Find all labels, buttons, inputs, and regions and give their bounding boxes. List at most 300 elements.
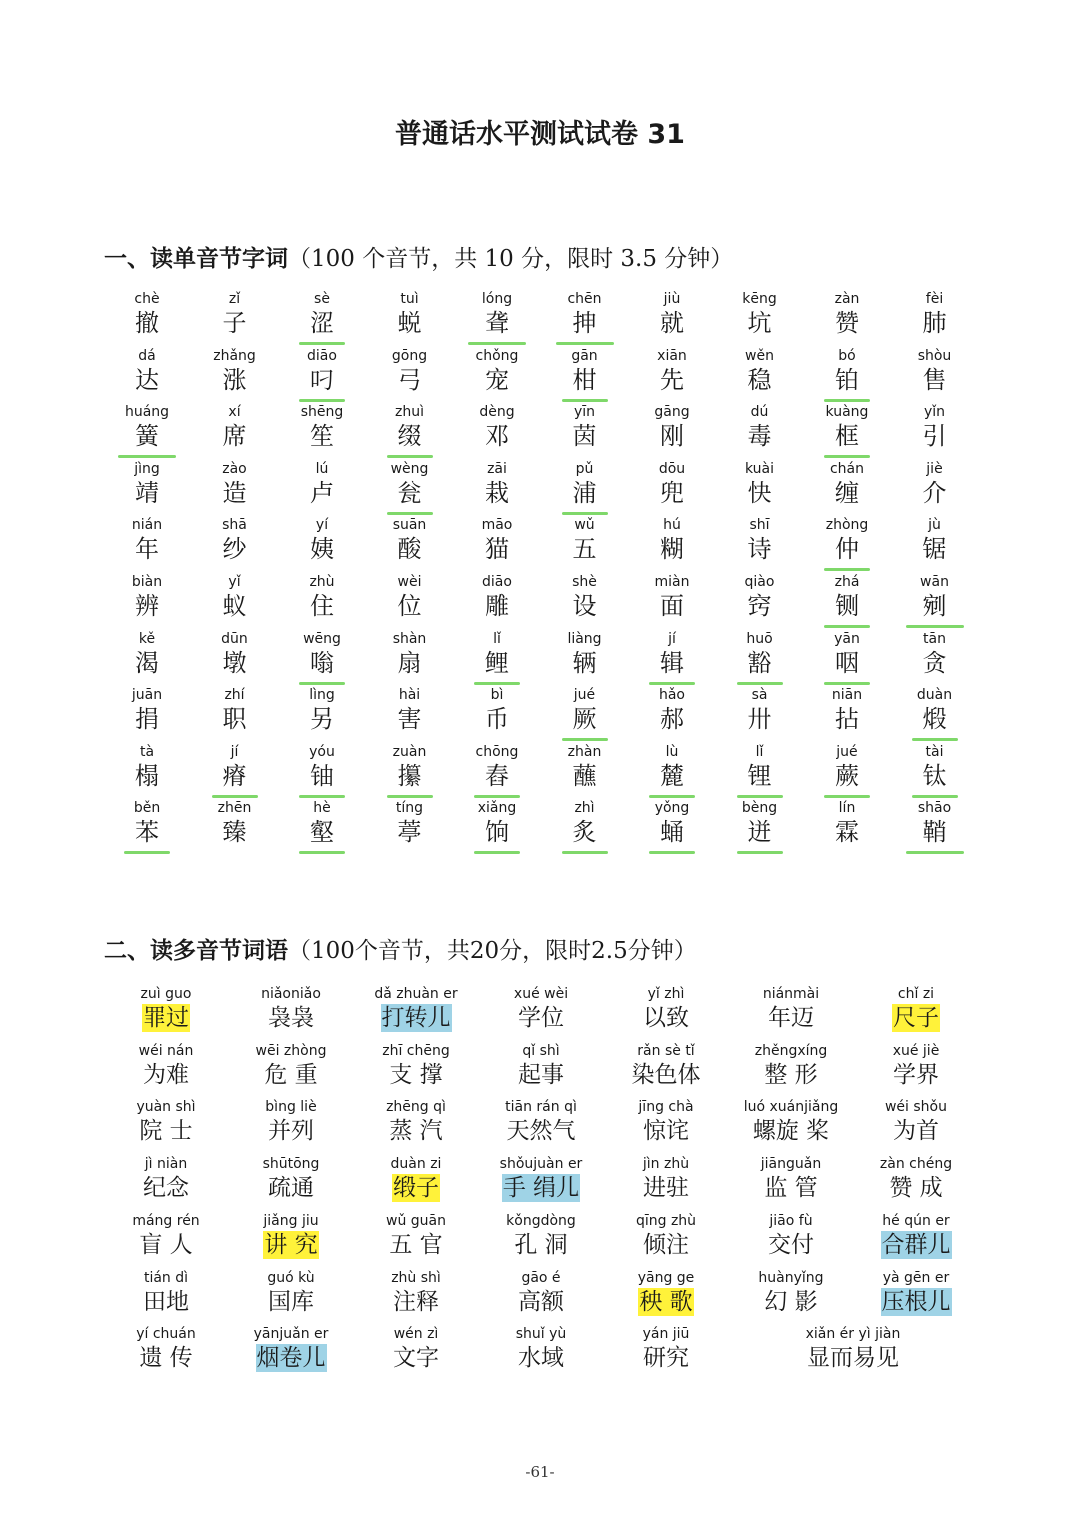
char-cell (802, 460, 892, 516)
highlighted-word: 合群儿 (881, 1231, 951, 1258)
pinyin: luó xuánjiǎng (743, 1099, 839, 1116)
hanzi: 嗡 (310, 648, 334, 677)
pinyin: yǒng (654, 800, 690, 817)
char-cell (102, 686, 192, 742)
green-underline (737, 795, 783, 798)
word: 高额 (518, 1288, 564, 1315)
hanzi: 簧 (135, 422, 159, 451)
char-cell (627, 516, 717, 572)
char-cell (540, 686, 630, 742)
green-underline (468, 342, 526, 345)
char-cell (452, 743, 542, 799)
hanzi: 舂 (485, 761, 509, 790)
hanzi: 壑 (310, 818, 334, 847)
word: 并列 (268, 1118, 314, 1145)
pinyin: shuǐ yù (515, 1326, 567, 1343)
word-cell (601, 1041, 731, 1097)
word-cell (476, 984, 606, 1040)
char-cell (365, 290, 455, 346)
pinyin: zāi (487, 460, 507, 477)
word-cell (726, 1211, 856, 1267)
hanzi: 席 (222, 422, 247, 451)
pinyin: yān (834, 630, 860, 647)
word-cell (726, 984, 856, 1040)
hanzi: 苯 (135, 818, 159, 847)
green-underline (474, 795, 520, 798)
word: 文字 (393, 1345, 439, 1372)
char-cell (102, 347, 192, 403)
hanzi: 弓 (397, 365, 422, 394)
char-cell (452, 347, 542, 403)
hanzi: 涨 (222, 365, 247, 394)
green-underline (124, 851, 170, 854)
green-underline (299, 851, 345, 854)
word: 疏通 (268, 1175, 314, 1202)
word: 显而易见 (807, 1345, 899, 1372)
pinyin: bì (490, 687, 504, 704)
word-cell (226, 1211, 356, 1267)
char-cell (190, 347, 280, 403)
pinyin: jù (928, 517, 941, 534)
char-cell (890, 290, 980, 346)
word-cell (101, 1324, 231, 1380)
char-cell (890, 347, 980, 403)
pinyin: jiǎng jiu (263, 1212, 319, 1229)
hanzi: 煅 (922, 705, 947, 734)
char-cell (190, 290, 280, 346)
char-cell (802, 686, 892, 742)
word: 学位 (518, 1005, 564, 1031)
pinyin: zàn chéng (879, 1156, 953, 1173)
green-underline (562, 399, 608, 402)
char-cell (540, 743, 630, 799)
green-underline (737, 851, 783, 854)
pinyin: zhǎng (213, 347, 256, 364)
word-cell (726, 1154, 856, 1210)
word: 年迈 (768, 1005, 814, 1031)
section1-heading-main: 一、读单音节字词 (104, 246, 288, 272)
pinyin: tài (925, 743, 944, 760)
pinyin: tān (923, 630, 946, 647)
hanzi: 攥 (397, 761, 422, 790)
highlighted-word: 压根儿 (881, 1288, 951, 1315)
word: 孔 洞 (514, 1231, 568, 1258)
pinyin: máng rén (132, 1212, 200, 1229)
hanzi: 雕 (485, 592, 509, 620)
pinyin: bìng liè (265, 1099, 317, 1116)
char-cell (277, 743, 367, 799)
word: 遗 传 (139, 1345, 193, 1372)
hanzi: 害 (397, 705, 422, 734)
char-cell (890, 516, 980, 572)
pinyin: zào (222, 460, 247, 477)
pinyin: chǐ zi (897, 986, 935, 1002)
pinyin: zhá (834, 574, 860, 590)
hanzi: 肺 (922, 309, 947, 337)
char-cell (627, 460, 717, 516)
green-underline (387, 795, 433, 798)
pinyin: jìn zhù (642, 1156, 690, 1173)
pinyin: huànyǐng (758, 1269, 824, 1286)
pinyin: niān (831, 687, 863, 704)
highlighted-word: 烟卷儿 (256, 1345, 326, 1372)
char-cell (102, 630, 192, 686)
char-cell (365, 573, 455, 629)
hanzi: 蛹 (660, 818, 684, 847)
hanzi: 辑 (660, 648, 684, 677)
char-cell (190, 630, 280, 686)
section1-heading (104, 240, 733, 273)
green-underline (562, 851, 608, 854)
char-cell (802, 290, 892, 346)
pinyin: zhù (309, 574, 335, 590)
pinyin: zhòng (825, 517, 869, 534)
hanzi: 鞘 (922, 818, 947, 847)
pinyin: duàn zi (390, 1156, 442, 1173)
pinyin: zhěngxíng (754, 1042, 828, 1059)
char-cell (190, 403, 280, 459)
pinyin: yānjuǎn er (253, 1326, 329, 1343)
pinyin: juān (131, 687, 163, 704)
pinyin: lú (315, 460, 329, 477)
pinyin: jiù (663, 291, 681, 307)
char-cell (540, 403, 630, 459)
char-cell (715, 403, 805, 459)
hanzi: 聋 (485, 309, 509, 337)
pinyin: jí (230, 743, 239, 760)
pinyin: dōu (658, 460, 686, 477)
green-underline (906, 625, 964, 628)
pinyin: kuàng (825, 404, 869, 421)
word: 倾注 (643, 1231, 689, 1258)
word: 五 官 (389, 1231, 443, 1258)
word: 惊诧 (643, 1118, 689, 1145)
char-cell (802, 347, 892, 403)
char-cell (277, 460, 367, 516)
pinyin: liàng (567, 630, 602, 647)
pinyin: chè (134, 291, 160, 307)
char-cell (627, 743, 717, 799)
hanzi: 拈 (835, 705, 859, 734)
char-cell (190, 686, 280, 742)
word: 国库 (268, 1288, 314, 1315)
word-cell (476, 1154, 606, 1210)
page-title: 普通话水平测试试卷 31 (395, 119, 685, 150)
pinyin: dú (750, 404, 769, 421)
hanzi: 另 (310, 705, 334, 734)
hanzi: 币 (485, 705, 509, 734)
word-cell (351, 1268, 481, 1324)
pinyin: hè (313, 800, 331, 817)
word-cell (351, 1211, 481, 1267)
pinyin: qiào (744, 574, 775, 590)
char-cell (102, 460, 192, 516)
word-cell (351, 1324, 481, 1380)
pinyin: niánmài (762, 986, 820, 1002)
char-cell (452, 460, 542, 516)
char-cell (802, 573, 892, 629)
hanzi: 瓮 (397, 478, 422, 507)
pinyin: hú (663, 517, 681, 534)
highlighted-word: 打转儿 (381, 1005, 451, 1031)
green-underline (562, 738, 608, 741)
word: 袅袅 (268, 1005, 314, 1031)
pinyin: chēn (567, 291, 602, 307)
pinyin: jué (573, 687, 596, 704)
pinyin: hǎo (658, 687, 686, 704)
pinyin: wèi (397, 574, 422, 590)
word: 螺旋 桨 (752, 1118, 830, 1145)
green-underline (824, 795, 870, 798)
char-cell (627, 403, 717, 459)
word-cell (226, 1268, 356, 1324)
hanzi: 引 (922, 422, 947, 451)
char-cell (890, 403, 980, 459)
char-cell (890, 743, 980, 799)
word: 幻 影 (764, 1288, 818, 1315)
hanzi: 缠 (835, 478, 859, 507)
pinyin: guó kù (267, 1269, 315, 1286)
hanzi: 墩 (222, 648, 247, 677)
highlighted-word: 讲 究 (264, 1231, 318, 1258)
char-cell (890, 686, 980, 742)
word-cell (351, 1154, 481, 1210)
pinyin: wèng (390, 460, 429, 477)
word: 盲 人 (139, 1231, 193, 1258)
pinyin: yà gēn er (882, 1269, 950, 1286)
char-cell (802, 516, 892, 572)
pinyin: huáng (124, 404, 170, 421)
char-cell (540, 516, 630, 572)
char-cell (190, 516, 280, 572)
pinyin: māo (481, 517, 513, 534)
hanzi: 位 (397, 592, 422, 620)
word: 起事 (518, 1061, 564, 1088)
hanzi: 霖 (835, 818, 859, 847)
pinyin: tiān rán qì (505, 1099, 577, 1116)
highlighted-word: 尺子 (893, 1005, 939, 1031)
pinyin: lù (665, 743, 679, 760)
pinyin: nián (131, 517, 163, 534)
hanzi: 快 (747, 478, 772, 507)
hanzi: 五 (572, 535, 597, 564)
section1-heading-note: （100 个音节，共 10 分，限时 3.5 分钟） (288, 246, 734, 272)
char-cell (540, 290, 630, 346)
hanzi: 捐 (135, 705, 159, 734)
char-cell (715, 460, 805, 516)
pinyin: zàn (834, 291, 860, 307)
hanzi: 造 (222, 478, 247, 507)
char-cell (540, 799, 630, 855)
hanzi: 瘠 (222, 761, 247, 790)
pinyin: wén zì (393, 1326, 439, 1343)
word-cell (476, 1211, 606, 1267)
hanzi: 邓 (485, 422, 509, 451)
hanzi: 猫 (485, 535, 509, 564)
word-cell (601, 1097, 731, 1153)
pinyin: gōng (391, 347, 428, 364)
char-cell (890, 460, 980, 516)
hanzi: 钛 (922, 761, 947, 790)
char-cell (452, 799, 542, 855)
word: 交付 (768, 1231, 814, 1258)
pinyin: lóng (481, 291, 513, 307)
char-cell (365, 347, 455, 403)
green-underline (649, 851, 695, 854)
pinyin: zuì guo (140, 986, 192, 1002)
highlighted-word: 秧 歌 (639, 1288, 693, 1315)
pinyin: shī (749, 517, 770, 534)
pinyin: niǎoniǎo (261, 986, 321, 1002)
word-cell (101, 1154, 231, 1210)
pinyin: zuàn (392, 743, 427, 760)
pinyin: diāo (307, 347, 337, 364)
word-cell (226, 1324, 356, 1380)
pinyin: kuài (744, 460, 775, 477)
pinyin: shāo (917, 800, 952, 817)
char-cell (277, 573, 367, 629)
pinyin: yīn (573, 404, 596, 421)
section2-heading-main: 二、读多音节词语 (104, 938, 288, 964)
char-cell (365, 799, 455, 855)
pinyin: jīng chà (638, 1099, 694, 1116)
hanzi: 茵 (572, 422, 597, 451)
hanzi: 稳 (747, 365, 772, 394)
green-underline (737, 682, 783, 685)
word: 天然气 (506, 1118, 576, 1145)
hanzi: 锂 (747, 761, 772, 790)
hanzi: 榻 (135, 761, 159, 790)
char-cell (715, 573, 805, 629)
pinyin: jí (668, 630, 676, 647)
hanzi: 兜 (660, 478, 684, 507)
pinyin: yǐn (923, 404, 946, 421)
char-cell (365, 630, 455, 686)
char-cell (715, 290, 805, 346)
char-cell (890, 630, 980, 686)
section2-heading (104, 932, 697, 965)
hanzi: 浦 (572, 478, 597, 507)
char-cell (802, 403, 892, 459)
hanzi: 郝 (660, 705, 684, 734)
pinyin: zhuì (395, 404, 424, 421)
hanzi: 面 (660, 592, 684, 620)
green-underline (649, 795, 695, 798)
char-cell (452, 686, 542, 742)
hanzi: 就 (660, 309, 684, 337)
word-cell (851, 1154, 981, 1210)
word-cell (101, 984, 231, 1040)
char-cell (715, 799, 805, 855)
page-number: -61- (525, 1463, 555, 1481)
char-cell (277, 799, 367, 855)
char-cell (102, 290, 192, 346)
pinyin: shàn (392, 630, 427, 647)
pinyin: lín (838, 800, 856, 817)
green-underline (562, 512, 608, 515)
pinyin: kě (138, 630, 156, 647)
pinyin: kǒngdòng (506, 1212, 576, 1229)
word: 研究 (643, 1345, 689, 1372)
char-cell (627, 573, 717, 629)
pinyin: jì niàn (144, 1156, 188, 1173)
pinyin: zhù shì (391, 1269, 441, 1286)
pinyin: yí chuán (136, 1326, 196, 1343)
word-cell (601, 1154, 731, 1210)
char-cell (277, 686, 367, 742)
char-cell (715, 630, 805, 686)
green-underline (649, 682, 695, 685)
hanzi: 饷 (485, 818, 509, 847)
highlighted-word: 缎子 (393, 1175, 439, 1202)
char-cell (540, 460, 630, 516)
char-cell (365, 460, 455, 516)
word-cell (226, 1154, 356, 1210)
word: 蒸 汽 (389, 1118, 443, 1145)
char-cell (452, 630, 542, 686)
pinyin: wān (920, 574, 949, 590)
highlighted-word: 手 绢儿 (502, 1175, 580, 1202)
pinyin: jué (836, 743, 858, 760)
hanzi: 毒 (747, 422, 772, 451)
pinyin: rǎn sè tǐ (637, 1042, 695, 1059)
word-cell (851, 1268, 981, 1324)
word-cell (476, 1324, 606, 1380)
pinyin: tà (139, 743, 155, 760)
hanzi: 职 (222, 705, 247, 734)
pinyin: sà (751, 687, 768, 704)
char-cell (627, 347, 717, 403)
pinyin: bó (838, 347, 856, 364)
hanzi: 抻 (572, 309, 597, 337)
pinyin: xué jiè (892, 1042, 940, 1059)
green-underline (912, 738, 958, 741)
pinyin: duàn (916, 687, 953, 704)
green-underline (474, 682, 520, 685)
pinyin: xí (228, 404, 241, 421)
hanzi: 涩 (310, 309, 334, 337)
hanzi: 辆 (572, 648, 597, 677)
word-cell (476, 1097, 606, 1153)
word-cell (726, 1268, 856, 1324)
pinyin: jiāo fù (769, 1212, 813, 1229)
hanzi: 缀 (397, 422, 422, 451)
hanzi: 赞 (835, 309, 859, 337)
pinyin: zhī chēng (382, 1042, 450, 1059)
char-cell (277, 290, 367, 346)
pinyin: chǒng (475, 347, 519, 364)
word-cell (101, 1097, 231, 1153)
pinyin: tíng (395, 800, 424, 817)
pinyin: lǐ (493, 630, 501, 647)
hanzi: 售 (922, 365, 947, 394)
char-cell (890, 799, 980, 855)
pinyin: lìng (309, 687, 335, 704)
pinyin: hài (398, 687, 421, 704)
green-underline (824, 625, 870, 628)
pinyin: miàn (654, 574, 690, 590)
char-cell (452, 403, 542, 459)
green-underline (824, 682, 870, 685)
hanzi: 达 (135, 365, 159, 394)
pinyin: biàn (131, 574, 163, 590)
char-cell (627, 686, 717, 742)
hanzi: 蕨 (835, 761, 859, 790)
word: 水域 (518, 1345, 564, 1372)
hanzi: 锯 (922, 535, 947, 564)
pinyin: huō (746, 630, 773, 647)
pinyin: yán jiū (642, 1326, 690, 1343)
